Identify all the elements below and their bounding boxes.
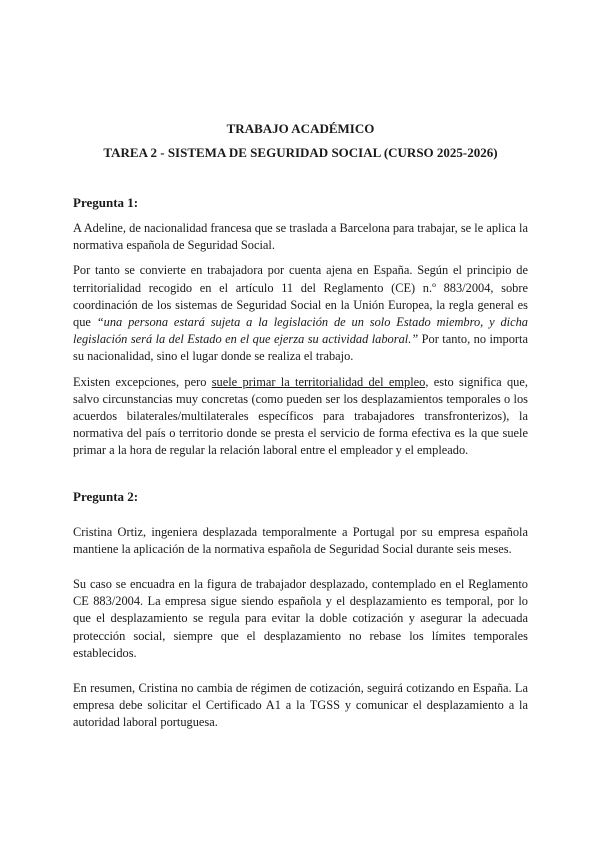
q1-p2-text: Por tanto se convierte en trabajadora por cuenta ajena en España. Según el principio de territorialidad recogido en el artículo 11 del Reglamento (CE) n.º 883/2004, sobre coordinación de los sistemas de Seguridad Social en la Unión Europea, la regla general es que bbox=[73, 263, 528, 330]
q1-p3-underlined: suele primar la territorialidad del empleo, bbox=[211, 374, 429, 389]
q2-paragraph-2: Su caso se encuadra en la figura de trabajador desplazado, contemplado en el Reglamento CE 883/2004. La empresa sigue siendo española y el desplazamiento es temporal, por lo que el desplazamiento se regula para evitar la doble cotización y asegurar la adecuada protección social, siempre que el desplazamiento no rebase los límites temporales establecidos. bbox=[73, 577, 528, 660]
q2-paragraph-3: En resumen, Cristina no cambia de régimen de cotización, seguirá cotizando en España. La empresa debe solicitar el Certificado A1 a la TGSS y comunicar el desplazamiento a la autoridad laboral portuguesa. bbox=[73, 681, 528, 730]
q1-paragraph-3 bbox=[73, 374, 528, 460]
q1-paragraph-1: A Adeline, de nacionalidad francesa que se traslada a Barcelona para trabajar, se le aplica la normativa española de Seguridad Social. bbox=[73, 221, 528, 253]
question-2-heading: Pregunta 2: bbox=[73, 488, 139, 504]
document-title: TRABAJO ACADÉMICO bbox=[226, 121, 375, 136]
document-subtitle: TAREA 2 - SISTEMA DE SEGURIDAD SOCIAL (CURSO 2025-2026) bbox=[103, 145, 498, 160]
q2-paragraph-1: Cristina Ortiz, ingeniera desplazada temporalmente a Portugal por su empresa española mantiene la aplicación de la normativa española de Seguridad Social durante seis meses. bbox=[73, 524, 528, 556]
q1-p3-intro: Existen excepciones, pero bbox=[73, 374, 207, 389]
q1-paragraph-2 bbox=[73, 262, 528, 365]
document-page bbox=[73, 120, 528, 732]
q1-p2-conclusion: Por tanto, no importa su nacionalidad, sino el lugar donde se realiza el trabajo. bbox=[73, 332, 529, 364]
q1-p3-rest: esto significa que, salvo circunstancias muy concretas (como pueden ser los desplazamientos temporales o los acuerdos bilaterales/multilaterales específicos para trabajadores transfronterizos), la normativa del país o territorio donde se presta el servicio de forma efectiva es la que suele primar a la hora de regular la relación laboral entre el empleador y el empleado. bbox=[73, 374, 528, 458]
q1-p2-quote: “una persona estará sujeta a la legislación de un solo Estado miembro, y dicha legislación será la del Estado en el que ejerza su actividad laboral.” bbox=[73, 315, 529, 347]
question-1-heading: Pregunta 1: bbox=[73, 195, 139, 210]
